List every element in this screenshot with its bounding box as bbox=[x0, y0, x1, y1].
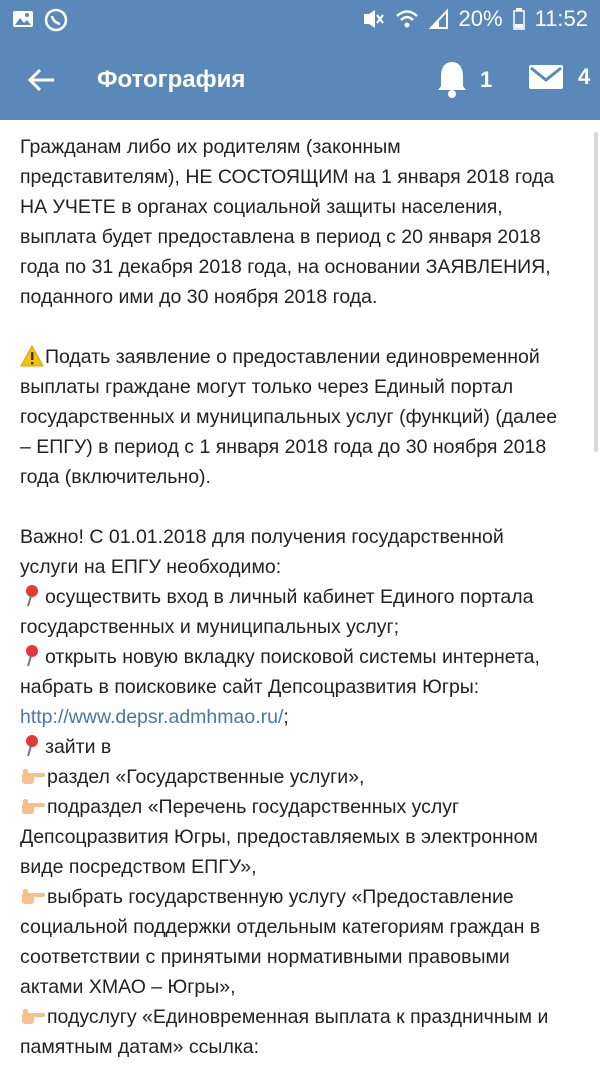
text-line: года (включительно). bbox=[20, 466, 211, 488]
pointing-hand-icon bbox=[20, 797, 46, 817]
text-line: актами ХМАО – Югры», bbox=[20, 976, 236, 998]
text-line: виде посредством ЕПГУ», bbox=[20, 856, 257, 878]
pointing-hand-icon bbox=[20, 767, 46, 787]
signal-icon bbox=[429, 8, 449, 30]
text-line: набрать в поисковике сайт Депсоцразвития Югры: bbox=[20, 676, 480, 698]
text-line: социальной поддержки отдельным категориям граждан в bbox=[20, 916, 541, 938]
wifi-icon bbox=[395, 8, 419, 30]
text-line: года по 31 декабря 2018 года, на основании ЗАЯВЛЕНИЯ, bbox=[20, 256, 551, 278]
text-line: государственных и муниципальных услуг; bbox=[20, 616, 400, 638]
pointing-hand-icon bbox=[20, 887, 46, 907]
text-line: государственных и муниципальных услуг (функций) (далее bbox=[20, 406, 558, 428]
notifications-count: 1 bbox=[480, 67, 493, 92]
text-line: Подать заявление о предоставлении единовременной bbox=[20, 342, 586, 372]
gallery-icon bbox=[12, 8, 34, 30]
pointing-hand-icon bbox=[20, 1007, 46, 1027]
status-left-icons bbox=[12, 8, 68, 32]
text-line: Важно! С 01.01.2018 для получения государственной bbox=[20, 526, 504, 548]
pushpin-icon bbox=[20, 643, 44, 667]
scrollbar[interactable] bbox=[594, 132, 598, 452]
post-text bbox=[20, 132, 586, 1062]
text-line: Гражданам либо их родителям (законным bbox=[20, 136, 401, 158]
notifications-button[interactable] bbox=[436, 60, 492, 100]
back-arrow-icon bbox=[24, 62, 60, 98]
warning-icon bbox=[20, 345, 44, 367]
text-line: выплаты граждане могут только через Единый портал bbox=[20, 376, 514, 398]
text-line: осуществить вход в личный кабинет Единого портала bbox=[20, 582, 586, 612]
text-line: раздел «Государственные услуги», bbox=[20, 762, 586, 792]
battery-percent: 20% bbox=[458, 6, 503, 31]
text-line: http://www.depsr.admhmao.ru/; bbox=[20, 706, 289, 728]
messages-count: 4 bbox=[578, 64, 591, 89]
text-line: – ЕПГУ) в период с 1 января 2018 года до 30 ноября 2018 bbox=[20, 436, 547, 458]
app-bar bbox=[0, 40, 600, 120]
battery-icon bbox=[513, 8, 525, 30]
mute-icon bbox=[361, 8, 385, 30]
pushpin-icon bbox=[20, 583, 44, 607]
website-link[interactable]: http://www.depsr.admhmao.ru/ bbox=[20, 706, 284, 728]
text-line: поданного ими до 30 ноября 2018 года. bbox=[20, 286, 378, 308]
text-line: выплата будет предоставлена в период с 20 января 2018 bbox=[20, 226, 541, 248]
text-line: зайти в bbox=[20, 732, 586, 762]
text-line: соответствии с принятыми нормативными правовыми bbox=[20, 946, 510, 968]
viber-icon bbox=[44, 8, 68, 32]
text-line: представителям), НЕ СОСТОЯЩИМ на 1 января 2018 года bbox=[20, 166, 555, 188]
paragraph-2 bbox=[20, 342, 586, 492]
text-line: подуслугу «Единовременная выплата к праздничным и bbox=[20, 1002, 586, 1032]
bell-icon bbox=[436, 60, 468, 100]
text-line: НА УЧЕТЕ в органах социальной защиты населения, bbox=[20, 196, 503, 218]
paragraph-1 bbox=[20, 132, 586, 312]
text-line: открыть новую вкладку поисковой системы интернета, bbox=[20, 642, 586, 672]
messages-button[interactable] bbox=[528, 62, 590, 92]
text-line: памятным датам» ссылка: bbox=[20, 1036, 260, 1058]
text-line: услуги на ЕПГУ необходимо: bbox=[20, 556, 282, 578]
envelope-icon bbox=[528, 62, 564, 92]
text-line: выбрать государственную услугу «Предоставление bbox=[20, 882, 586, 912]
status-bar bbox=[0, 0, 600, 40]
status-right-icons bbox=[361, 6, 588, 32]
text-line: подраздел «Перечень государственных услуг bbox=[20, 792, 586, 822]
text-line: Депсоцразвития Югры, предоставляемых в электронном bbox=[20, 826, 538, 848]
back-button[interactable] bbox=[24, 62, 60, 98]
pushpin-icon bbox=[20, 733, 44, 757]
page-title: Фотография bbox=[97, 66, 246, 93]
clock: 11:52 bbox=[534, 6, 588, 31]
paragraph-3 bbox=[20, 522, 586, 1062]
